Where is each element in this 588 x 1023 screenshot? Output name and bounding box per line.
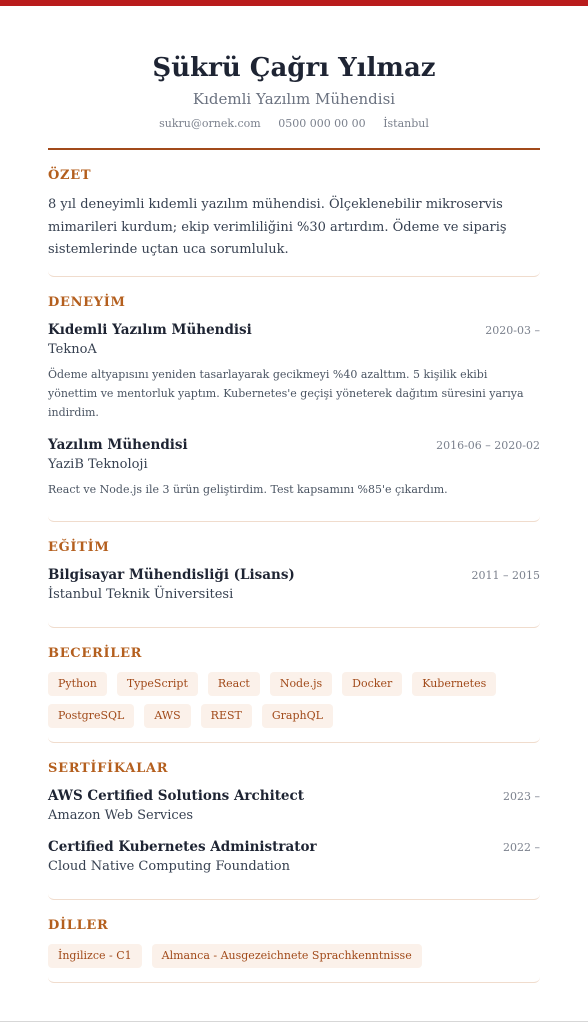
experience-description: React ve Node.js ile 3 ürün geliştirdim. Test kapsamını %85'e çıkardım.	[48, 482, 448, 496]
skill-tag: AWS	[144, 704, 190, 728]
languages-section	[48, 900, 540, 983]
skill-tag: PostgreSQL	[48, 704, 134, 728]
resume-page	[48, 0, 540, 983]
certification-dates: 2022 –	[503, 840, 540, 854]
experience-item	[48, 436, 540, 499]
skill-tag: React	[208, 672, 260, 696]
summary-text: 8 yıl deneyimli kıdemli yazılım mühendisi. Ölçeklenebilir mikroservis mimarileri kurdum; ekip verimliliğini %30 artırdım. Ödeme ve sipariş sistemlerinde uçtan uca sorumluluk.	[48, 197, 507, 257]
phone-number: 0500 000 00 00	[278, 117, 366, 130]
experience-company: YaziB Teknoloji	[48, 456, 148, 472]
resume-header	[48, 0, 540, 150]
section-title-skills: BECERİLER	[48, 645, 143, 661]
section-title-summary: ÖZET	[48, 168, 92, 183]
experience-role: Kıdemli Yazılım Mühendisi	[48, 321, 252, 338]
skill-tag: Python	[48, 672, 107, 696]
job-title: Kıdemli Yazılım Mühendisi	[192, 90, 396, 108]
certification-name: AWS Certified Solutions Architect	[48, 787, 304, 804]
skills-section	[48, 628, 540, 743]
education-section	[48, 522, 540, 628]
section-title-certifications: SERTİFİKALAR	[48, 760, 169, 776]
education-dates: 2011 – 2015	[471, 568, 540, 582]
skill-tag: GraphQL	[262, 704, 333, 728]
language-tags	[48, 944, 540, 968]
certification-dates: 2023 –	[503, 789, 540, 803]
skill-tag: Kubernetes	[412, 672, 496, 696]
education-item	[48, 566, 540, 605]
language-tag: İngilizce - C1	[48, 944, 142, 968]
experience-item	[48, 321, 540, 422]
section-title-languages: DİLLER	[48, 917, 109, 933]
certification-issuer: Cloud Native Computing Foundation	[48, 858, 290, 874]
page-bottom-border	[0, 1021, 588, 1022]
skill-tag: REST	[201, 704, 252, 728]
section-title-education: EĞİTİM	[48, 539, 110, 555]
experience-role: Yazılım Mühendisi	[48, 436, 188, 453]
education-degree: Bilgisayar Mühendisliği (Lisans)	[48, 566, 295, 583]
skill-tag: Docker	[342, 672, 402, 696]
experience-section	[48, 277, 540, 522]
certification-item	[48, 787, 540, 826]
contact-info	[48, 117, 540, 131]
skill-tags	[48, 672, 540, 728]
certification-item	[48, 838, 540, 877]
section-title-experience: DENEYİM	[48, 294, 126, 310]
skill-tag: Node.js	[270, 672, 332, 696]
experience-description: Ödeme altyapısını yeniden tasarlayarak gecikmeyi %40 azalttım. 5 kişilik ekibi yönettim ve mentorluk yaptım. Kubernetes'e geçişi yöneterek dağıtım süresini yarıya indirdim.	[48, 367, 524, 419]
full-name: Şükrü Çağrı Yılmaz	[152, 53, 436, 83]
certification-name: Certified Kubernetes Administrator	[48, 838, 317, 855]
certification-issuer: Amazon Web Services	[48, 807, 194, 823]
experience-dates: 2020-03 –	[485, 323, 540, 337]
experience-dates: 2016-06 – 2020-02	[436, 438, 540, 452]
summary-section	[48, 150, 540, 277]
experience-company: TeknoA	[48, 341, 97, 357]
skill-tag: TypeScript	[117, 672, 198, 696]
education-school: İstanbul Teknik Üniversitesi	[48, 586, 234, 602]
email-link[interactable]: sukru@ornek.com	[159, 117, 261, 130]
certifications-section	[48, 743, 540, 900]
location: İstanbul	[383, 117, 429, 130]
language-tag: Almanca - Ausgezeichnete Sprachkenntnisse	[152, 944, 422, 968]
